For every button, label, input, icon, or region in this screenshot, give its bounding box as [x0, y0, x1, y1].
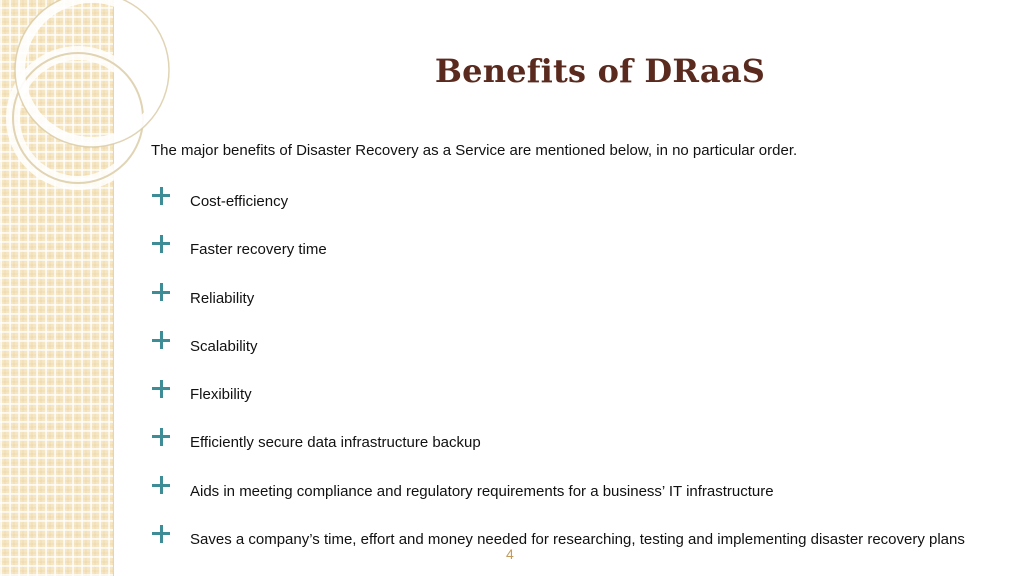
list-item-text: Faster recovery time — [190, 241, 327, 259]
plus-icon — [150, 330, 172, 352]
intro-text: The major benefits of Disaster Recovery as a Service are mentioned below, in no particular order. — [151, 142, 798, 159]
plus-icon — [150, 523, 172, 545]
list-item-text: Cost-efficiency — [190, 193, 289, 210]
list-item — [150, 234, 965, 282]
list-item-text: Saves a company’s time, effort and money needed for researching, testing and implementing disaster recovery plans — [190, 531, 965, 549]
plus-icon — [150, 185, 172, 207]
benefits-list — [150, 186, 965, 572]
page-number: 4 — [506, 546, 514, 562]
list-item — [150, 331, 965, 379]
plus-icon — [150, 426, 172, 448]
list-item — [150, 186, 965, 234]
slide-title: Benefits of DRaaS — [434, 52, 766, 90]
list-item-text: Reliability — [190, 289, 255, 307]
list-item-text: Aids in meeting compliance and regulatory requirements for a business’ IT infrastructure — [190, 482, 774, 500]
list-item — [150, 427, 965, 475]
list-item-text: Flexibility — [190, 386, 252, 404]
list-item — [150, 524, 965, 572]
plus-icon — [150, 378, 172, 400]
list-item — [150, 379, 965, 427]
list-item — [150, 476, 965, 524]
list-item — [150, 283, 965, 331]
decorative-rings — [0, 0, 160, 220]
list-item-text: Scalability — [190, 337, 258, 355]
plus-icon — [150, 233, 172, 255]
plus-icon — [150, 475, 172, 497]
plus-icon — [150, 282, 172, 304]
list-item-text: Efficiently secure data infrastructure backup — [190, 434, 481, 452]
